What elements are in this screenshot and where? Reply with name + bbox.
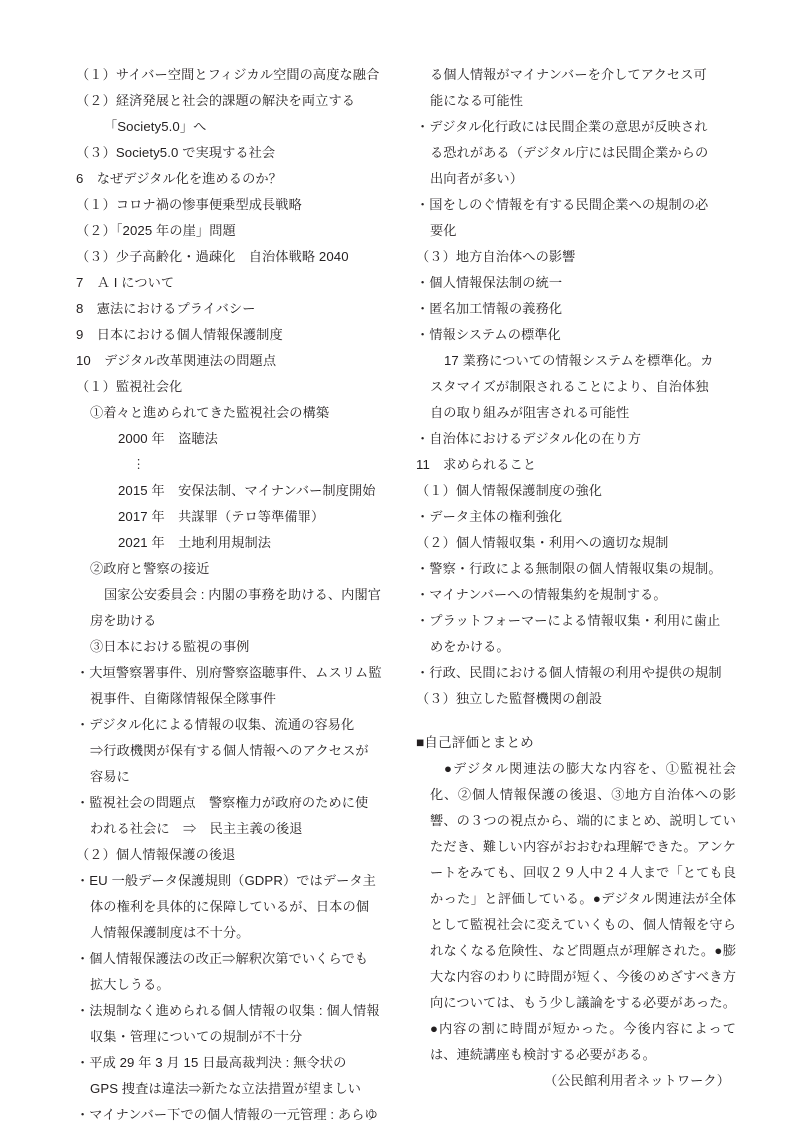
text-line: ・個人情報保法制の統一 <box>416 275 563 290</box>
text-line: ・匿名加工情報の義務化 <box>416 301 563 316</box>
text-line: 収集・管理についての規制が不十分 <box>90 1029 303 1044</box>
text-line: 10 デジタル改革関連法の問題点 <box>76 353 277 368</box>
text-line: ・警察・行政による無制限の個人情報収集の規制。 <box>416 561 722 576</box>
text-line: GPS 捜査は違法⇒新たな立法措置が望ましい <box>90 1081 362 1096</box>
text-line: 17 業務についての情報システムを標準化。カ <box>444 353 714 368</box>
text-line: ②政府と警察の接近 <box>90 561 210 576</box>
text-line: ・個人情報保護法の改正⇒解釈次第でいくらでも <box>76 951 369 966</box>
summary-heading: ■自己評価とまとめ <box>416 735 534 750</box>
left-column <box>62 62 382 1128</box>
text-line: 房を助ける <box>90 613 157 628</box>
text-line: 容易に <box>90 769 130 784</box>
text-line: ・EU 一般データ保護規則（GDPR）ではデータ主 <box>76 873 376 888</box>
text-line: （１）サイバー空間とフィジカル空間の高度な融合 <box>76 67 380 82</box>
text-line: 自の取り組みが阻害される可能性 <box>430 405 630 420</box>
summary-body: ●デジタル関連法の膨大な内容を、①監視社会化、②個人情報保護の後退、③地方自治体への影響、の３つの視点から、端的にまとめ、説明していただき、難しい内容がおおむね理解できた。アンケートをみても、回収２９人中２４人まで「とても良かった」と評価している。●デジタル関連法が全体として監視社会に変えていくもの、個人情報を守られなくなる危険性、など問題点が理解された。●膨大な内容のわりに時間が短く、今後のめざすべき方向については、もう少し議論をする必要があった。●内容の割に時間が短かった。今後内容によっては、連続講座も検討する必要がある。 <box>430 761 736 1062</box>
text-line: ・平成 29 年 3 月 15 日最高裁判決 : 無令状の <box>76 1055 347 1070</box>
text-line: ・国をしのぐ情報を有する民間企業への規制の必 <box>416 197 709 212</box>
text-line: ・法規制なく進められる個人情報の収集 : 個人情報 <box>76 1003 380 1018</box>
text-line: 8 憲法におけるプライバシー <box>76 301 256 316</box>
text-line: ・行政、民間における個人情報の利用や提供の規制 <box>416 665 722 680</box>
text-line: 「Society5.0」へ <box>104 119 207 134</box>
text-line: ・マイナンバーへの情報集約を規制する。 <box>416 587 667 602</box>
text-line: ・監視社会の問題点 警察権力が政府のために使 <box>76 795 369 810</box>
text-line: 9 日本における個人情報保護制度 <box>76 327 283 342</box>
right-column <box>416 62 736 1094</box>
text-line: ・情報システムの標準化 <box>416 327 561 342</box>
text-line: 2021 年 土地利用規制法 <box>118 535 272 550</box>
text-line: 出向者が多い） <box>430 171 524 186</box>
text-line: 2015 年 安保法制、マイナンバー制度開始 <box>118 483 376 498</box>
text-line: ③日本における監視の事例 <box>90 639 250 654</box>
text-line: 視事件、自衛隊情報保全隊事件 <box>90 691 277 706</box>
text-line: （２）個人情報収集・利用への適切な規制 <box>416 535 669 550</box>
text-line: （２）経済発展と社会的課題の解決を両立する <box>76 93 356 108</box>
text-line: （２）個人情報保護の後退 <box>76 847 236 862</box>
two-column-layout <box>62 62 739 1128</box>
text-line: 要化 <box>430 223 457 238</box>
text-line: ・デジタル化行政には民間企業の意思が反映され <box>416 119 708 134</box>
text-line: 7 Ａ I について <box>76 275 175 290</box>
text-line: ・マイナンバー下での個人情報の一元管理 : あらゆ <box>76 1107 378 1122</box>
summary-signature: （公民館利用者ネットワーク） <box>543 1073 730 1088</box>
text-line: ・自治体におけるデジタル化の在り方 <box>416 431 642 446</box>
text-line: （２）「2025 年の崖」問題 <box>76 223 236 238</box>
text-line: 2017 年 共謀罪（テロ等準備罪） <box>118 509 325 524</box>
text-line: 6 なぜデジタル化を進めるのか？ <box>76 171 282 186</box>
text-line: （１）個人情報保護制度の強化 <box>416 483 603 498</box>
text-line: ・プラットフォーマーによる情報収集・利用に歯止 <box>416 613 721 628</box>
text-line: われる社会に ⇒ 民主主義の後退 <box>90 821 303 836</box>
text-line: （３）独立した監督機関の創設 <box>416 691 603 706</box>
text-line: 人情報保護制度は不十分。 <box>90 925 250 940</box>
text-line: ・データ主体の権利強化 <box>416 509 563 524</box>
text-line: （１）コロナ禍の惨事便乗型成長戦略 <box>76 197 302 212</box>
text-line: る恐れがある（デジタル庁には民間企業からの <box>430 145 709 160</box>
text-line: ①着々と進められてきた監視社会の構築 <box>90 405 330 420</box>
text-line: ⇒行政機関が保有する個人情報へのアクセスが <box>90 743 369 758</box>
text-line: （３）地方自治体への影響 <box>416 249 576 264</box>
text-line: ・デジタル化による情報の収集、流通の容易化 <box>76 717 355 732</box>
text-line: （３）少子高齢化・過疎化 自治体戦略 2040 <box>76 249 349 264</box>
text-line: （３）Society5.0 で実現する社会 <box>76 145 276 160</box>
text-line: スタマイズが制限されることにより、自治体独 <box>430 379 709 394</box>
text-line: る個人情報がマイナンバーを介してアクセス可 <box>430 67 707 82</box>
text-line: 国家公安委員会 : 内閣の事務を助ける、内閣官 <box>104 587 382 602</box>
text-line: （１）監視社会化 <box>76 379 183 394</box>
text-line: 11 求められること <box>416 457 537 472</box>
text-line: 拡大しうる。 <box>90 977 170 992</box>
text-line: 能になる可能性 <box>430 93 524 108</box>
text-line: 体の権利を具体的に保障しているが、日本の個 <box>90 899 370 914</box>
text-line: 2000 年 盗聴法 <box>118 431 218 446</box>
text-line: ・大垣警察署事件、別府警察盗聴事件、ムスリム監 <box>76 665 382 680</box>
text-line: めをかける。 <box>430 639 510 654</box>
text-line: ︙ <box>132 457 146 472</box>
